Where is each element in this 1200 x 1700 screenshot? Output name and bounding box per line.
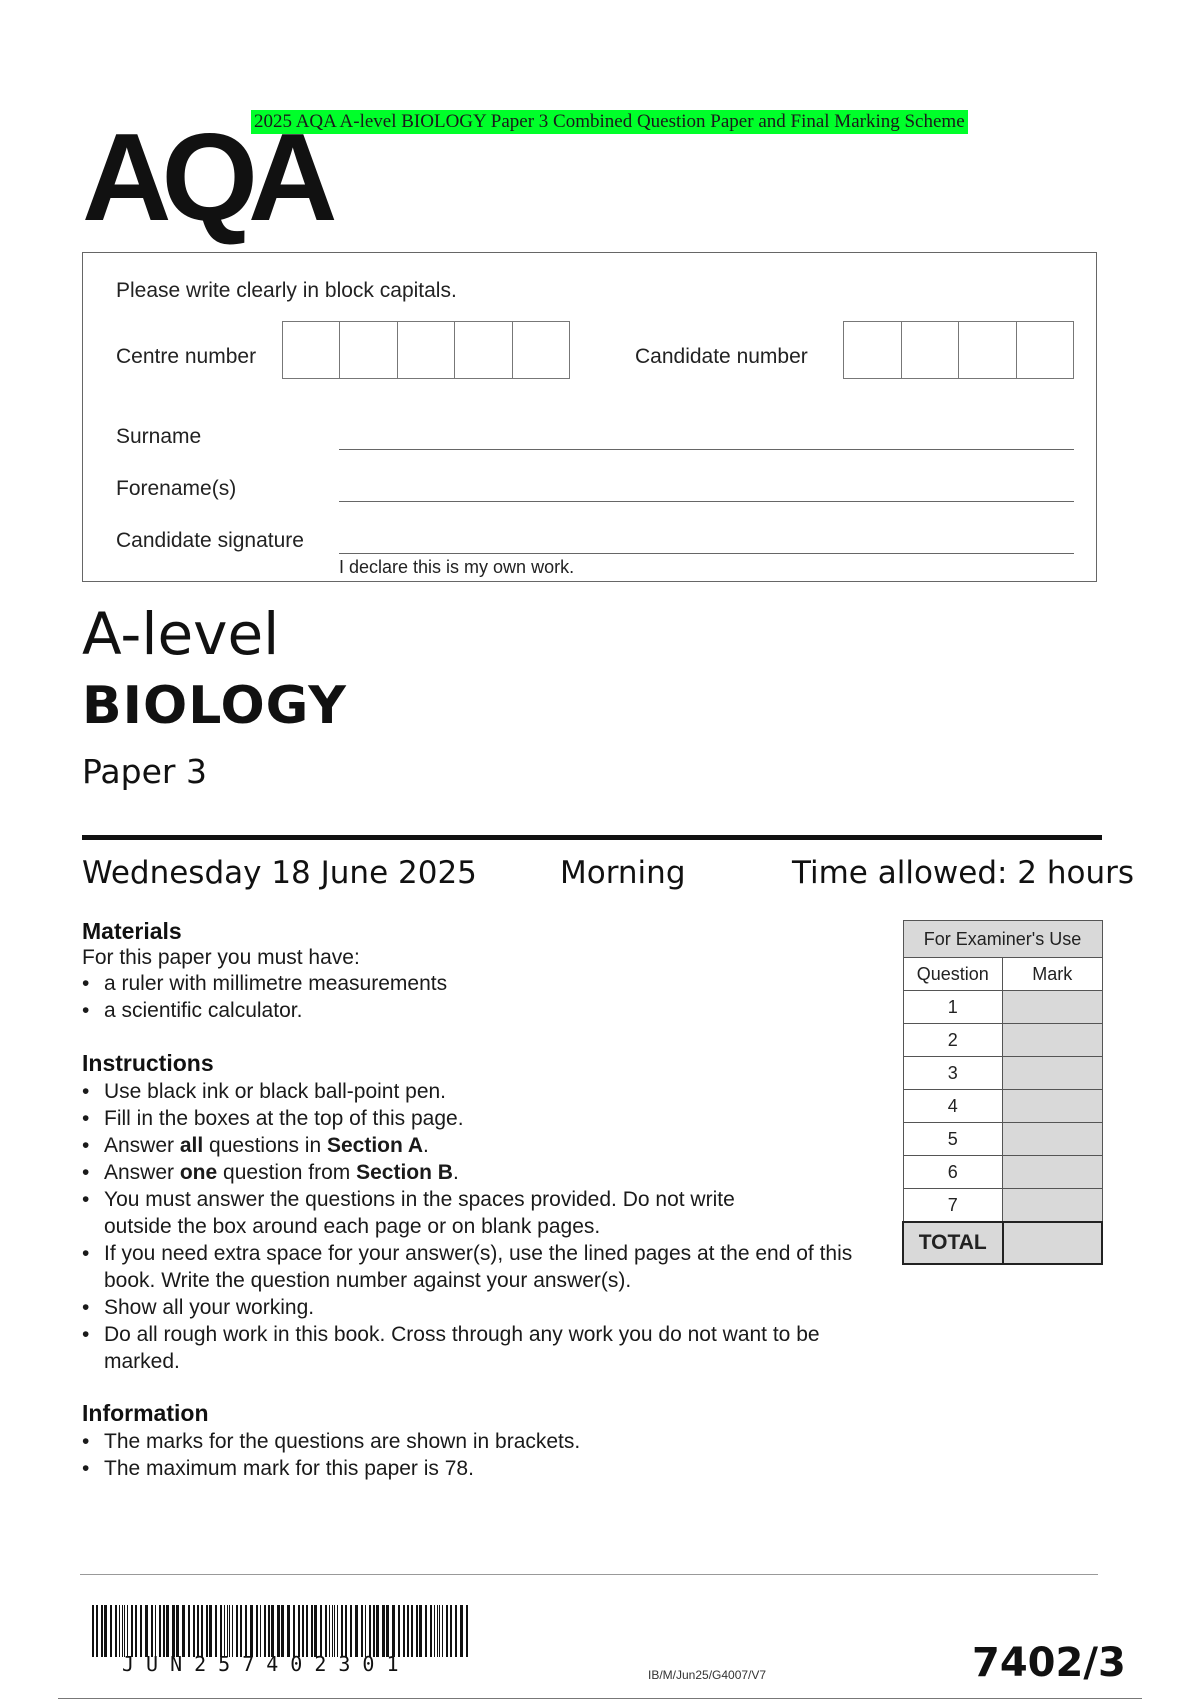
barcode-bar: [104, 1605, 107, 1657]
barcode-bar: [455, 1605, 457, 1657]
barcode-bar: [439, 1605, 440, 1657]
exam-date: Wednesday 18 June 2025: [82, 855, 477, 891]
list-item: [82, 1159, 862, 1186]
barcode-bar: [264, 1605, 266, 1657]
total-mark-cell[interactable]: [1003, 1222, 1103, 1264]
information-section: [82, 1400, 862, 1482]
barcode-bar: [110, 1605, 112, 1657]
materials-heading: Materials: [82, 918, 182, 944]
barcode-bar: [320, 1605, 322, 1657]
barcode-bar: [151, 1605, 153, 1657]
centre-digit-box[interactable]: [398, 322, 455, 378]
question-number: 7: [903, 1189, 1003, 1223]
answer-one-pre: Answer: [104, 1161, 180, 1184]
answer-all-post: .: [423, 1134, 429, 1157]
list-item: • You must answer the questions in the spaces provided. Do not write outside the box around each page or on blank pages.: [82, 1186, 794, 1240]
candidate-digit-box[interactable]: [902, 322, 960, 378]
barcode-bar: [450, 1605, 452, 1657]
page-bottom-rule: [58, 1698, 1142, 1699]
mark-cell[interactable]: [1003, 1156, 1103, 1189]
barcode-bar: [215, 1605, 217, 1657]
list-item: • a scientific calculator.: [82, 997, 862, 1024]
time-allowed: Time allowed: 2 hours: [792, 855, 1135, 891]
barcode-bar: [220, 1605, 222, 1657]
barcode-bar: [271, 1605, 274, 1657]
barcode-bar: [229, 1605, 230, 1657]
barcode-bar: [373, 1605, 375, 1657]
subject-title: BIOLOGY: [82, 676, 347, 736]
examiner-use-table: [902, 920, 1103, 1265]
total-label: TOTAL: [903, 1222, 1003, 1264]
barcode-bar: [329, 1605, 330, 1657]
barcode-bar: [298, 1605, 300, 1657]
paper-title: Paper 3: [82, 752, 207, 791]
section-b-label: Section B: [356, 1161, 453, 1184]
barcode-bar: [224, 1605, 225, 1657]
list-item: • If you need extra space for your answer(s), use the lined pages at the end of this book. Write the question number against your answer(s).: [82, 1240, 874, 1294]
candidate-digit-box[interactable]: [959, 322, 1017, 378]
answer-one-post: .: [452, 1161, 459, 1184]
barcode-bar: [277, 1605, 280, 1657]
barcode-bar: [416, 1605, 418, 1657]
surname-label: Surname: [116, 425, 202, 448]
materials-section: [82, 918, 862, 1024]
barcode-bar: [446, 1605, 448, 1657]
question-column-header: Question: [903, 958, 1003, 991]
barcode-bar: [281, 1605, 284, 1657]
barcode-bar: [260, 1605, 261, 1657]
paper-code: 7402/3: [972, 1640, 1126, 1686]
barcode-bar: [92, 1605, 94, 1657]
barcode-bar: [96, 1605, 98, 1657]
mark-cell[interactable]: [1003, 991, 1103, 1024]
barcode-number: JUN257402301: [122, 1652, 411, 1676]
barcode-bar: [140, 1605, 142, 1657]
barcode-bar: [434, 1605, 435, 1657]
block-capitals-instruction: Please write clearly in block capitals.: [116, 279, 457, 302]
examiner-table-title: For Examiner's Use: [903, 921, 1102, 958]
barcode-bar: [350, 1605, 352, 1657]
barcode-bar: [466, 1605, 468, 1657]
signature-label: Candidate signature: [116, 529, 304, 552]
barcode-bar: [332, 1605, 333, 1657]
centre-number-boxes[interactable]: [282, 321, 570, 379]
footer-divider: [80, 1574, 1098, 1575]
list-item: • The maximum mark for this paper is 78.: [82, 1455, 862, 1482]
barcode-bar: [122, 1605, 123, 1657]
mark-cell[interactable]: [1003, 1024, 1103, 1057]
barcode-bar: [407, 1605, 409, 1657]
answer-all-emphasis: all: [179, 1134, 204, 1157]
table-row: [903, 991, 1102, 1024]
barcode-bar: [411, 1605, 413, 1657]
barcode-bar: [206, 1605, 208, 1657]
barcode-bar: [386, 1605, 389, 1657]
barcode-bar: [166, 1605, 169, 1657]
barcode-bar: [209, 1605, 212, 1657]
answer-one-emphasis: one: [179, 1161, 218, 1184]
barcode-bar: [159, 1605, 161, 1657]
list-item: • Show all your working.: [82, 1294, 862, 1321]
materials-intro: For this paper you must have:: [82, 946, 360, 969]
question-number: 4: [903, 1090, 1003, 1123]
question-number: 5: [903, 1123, 1003, 1156]
barcode-bar: [361, 1605, 363, 1657]
barcode-bar: [355, 1605, 358, 1657]
barcode-bar: [345, 1605, 347, 1657]
list-item: • Use black ink or black ball-point pen.: [82, 1078, 862, 1105]
candidate-digit-box[interactable]: [844, 322, 902, 378]
barcode-bar: [197, 1605, 199, 1657]
barcode-bar: [250, 1605, 253, 1657]
mark-column-header: Mark: [1003, 958, 1103, 991]
qualification-title: A-level: [82, 600, 280, 668]
table-row: [903, 1024, 1102, 1057]
barcode-bar: [325, 1605, 327, 1657]
exam-session: Morning: [560, 855, 686, 891]
barcode-bar: [115, 1605, 117, 1657]
table-row: [903, 1156, 1102, 1189]
centre-digit-box[interactable]: [455, 322, 512, 378]
information-heading: Information: [82, 1400, 209, 1426]
aqa-logo: AQA: [82, 109, 328, 247]
barcode-bar: [425, 1605, 427, 1657]
barcode-bar: [382, 1605, 385, 1657]
answer-all-mid: questions in: [203, 1134, 327, 1157]
forename-label: Forename(s): [116, 477, 237, 500]
barcode-bar: [193, 1605, 195, 1657]
candidate-details-box: [82, 252, 1097, 582]
total-row: [903, 1222, 1102, 1264]
barcode-bar: [232, 1605, 233, 1657]
barcode-bar: [392, 1605, 395, 1657]
barcode: [92, 1605, 472, 1657]
barcode-bar: [172, 1605, 175, 1657]
list-item: • The marks for the questions are shown in brackets.: [82, 1428, 862, 1455]
document-banner: 2025 AQA A-level BIOLOGY Paper 3 Combined Question Paper and Final Marking Scheme: [251, 110, 968, 134]
barcode-bar: [124, 1605, 125, 1657]
instructions-heading: Instructions: [82, 1050, 214, 1076]
question-number: 3: [903, 1057, 1003, 1090]
barcode-bar: [268, 1605, 270, 1657]
candidate-number-boxes[interactable]: [843, 321, 1074, 379]
barcode-bar: [341, 1605, 343, 1657]
declaration-text: I declare this is my own work.: [339, 557, 575, 577]
barcode-bar: [163, 1605, 165, 1657]
header-divider: [82, 835, 1102, 840]
candidate-number-label: Candidate number: [635, 345, 808, 368]
forename-line[interactable]: [339, 501, 1074, 502]
barcode-bar: [188, 1605, 190, 1657]
list-item: • a ruler with millimetre measurements: [82, 970, 862, 997]
table-row: [903, 1189, 1102, 1223]
barcode-bar: [337, 1605, 338, 1657]
barcode-bar: [442, 1605, 443, 1657]
mark-cell[interactable]: [1003, 1123, 1103, 1156]
answer-one-mid: question from: [217, 1161, 357, 1184]
barcode-bar: [437, 1605, 438, 1657]
surname-line[interactable]: [339, 449, 1074, 450]
barcode-bar: [256, 1605, 258, 1657]
barcode-bar: [419, 1605, 422, 1657]
mark-cell[interactable]: [1003, 1189, 1103, 1223]
barcode-bar: [306, 1605, 308, 1657]
list-item: • Do all rough work in this book. Cross through any work you do not want to be marked.: [82, 1321, 834, 1375]
mark-cell[interactable]: [1003, 1057, 1103, 1090]
barcode-bar: [311, 1605, 313, 1657]
barcode-bar: [460, 1605, 463, 1657]
barcode-bar: [365, 1605, 366, 1657]
section-a-label: Section A: [326, 1134, 424, 1157]
barcode-bar: [293, 1605, 295, 1657]
question-number: 6: [903, 1156, 1003, 1189]
barcode-bar: [145, 1605, 148, 1657]
barcode-bar: [201, 1605, 203, 1657]
barcode-bar: [334, 1605, 335, 1657]
instructions-section: [82, 1050, 862, 1375]
barcode-bar: [314, 1605, 317, 1657]
barcode-bar: [236, 1605, 238, 1657]
barcode-bar: [398, 1605, 400, 1657]
candidate-digit-box[interactable]: [1017, 322, 1074, 378]
barcode-bar: [403, 1605, 405, 1657]
question-number: 1: [903, 991, 1003, 1024]
mark-cell[interactable]: [1003, 1090, 1103, 1123]
barcode-bar: [376, 1605, 379, 1657]
barcode-bar: [240, 1605, 242, 1657]
barcode-bar: [176, 1605, 179, 1657]
centre-digit-box[interactable]: [283, 322, 340, 378]
table-row: [903, 1123, 1102, 1156]
barcode-bar: [287, 1605, 290, 1657]
table-row: [903, 1057, 1102, 1090]
answer-all-pre: Answer: [104, 1134, 180, 1157]
barcode-bar: [302, 1605, 304, 1657]
barcode-bar: [369, 1605, 371, 1657]
question-number: 2: [903, 1024, 1003, 1057]
barcode-bar: [135, 1605, 137, 1657]
barcode-bar: [182, 1605, 185, 1657]
barcode-bar: [430, 1605, 432, 1657]
centre-digit-box[interactable]: [340, 322, 397, 378]
barcode-bar: [119, 1605, 120, 1657]
centre-digit-box[interactable]: [513, 322, 569, 378]
barcode-bar: [155, 1605, 156, 1657]
list-item: • Fill in the boxes at the top of this page.: [82, 1105, 862, 1132]
barcode-bar: [131, 1605, 133, 1657]
table-row: [903, 1090, 1102, 1123]
barcode-bar: [101, 1605, 103, 1657]
signature-line[interactable]: [339, 553, 1074, 554]
barcode-bar: [227, 1605, 228, 1657]
document-reference: IB/M/Jun25/G4007/V7: [648, 1668, 767, 1682]
barcode-bar: [245, 1605, 247, 1657]
list-item: [82, 1132, 862, 1159]
barcode-bar: [127, 1605, 128, 1657]
centre-number-label: Centre number: [116, 345, 257, 368]
